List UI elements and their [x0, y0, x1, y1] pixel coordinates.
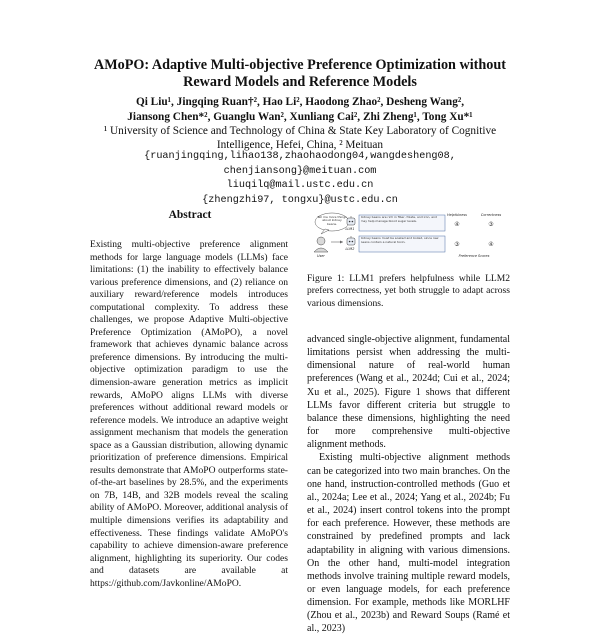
affiliation-line-2: Intelligence, Hefei, China, ² Meituan — [216, 139, 384, 151]
body-paragraph-1: advanced single-objective alignment, fundamental limitations persist when addressing the multi-dimensional nature of real-world human preferences (Wang et al., 2024d; Cui et al., 2024; Xu et al., 2025). Figure 1 shows that different LLMs favor different criteria but struggle to balance these dimensions, highlighting the need for more comprehensive multi-objective alignment methods. — [307, 334, 510, 451]
title-line-1: AMoPO: Adaptive Multi-objective Preference Optimization without — [93, 57, 506, 73]
authors-line-1: Qi Liu¹, Jingqing Ruan†², Hao Li², Haodong Zhao², Desheng Wang², — [135, 96, 465, 108]
paper-title — [40, 57, 560, 91]
score-llm2-correctness: ④ — [488, 241, 494, 248]
author-emails — [40, 150, 560, 209]
user-label: User — [317, 254, 325, 258]
response-2-text: Kidney beans must be soaked and boiled, since raw beans contain a natural toxin. — [360, 237, 439, 244]
llm1-label: LLM1 — [345, 227, 355, 231]
body-paragraph-2: Existing multi-objective alignment methods can be categorized into two main branches. On the one hand, instruction-controlled methods (Guo et al., 2024a; Lee et al., 2024; Yang et al., 2024b; Fu et al., 2024) insert control tokens into the prompt for each preference. However, these methods are constrained by predefined prompts and lack adaptability in aligning with various dimensions. On the other hand, multi-model integration methods involve training multiple reward models, or even language models, for each preference dimension. For example, methods like MORLHF (Zhou et al., 2023b) and Reward Soups (Ramé et al., 2023) — [307, 452, 510, 635]
email-line-3: liuqilq@mail.ustc.edu.cn — [226, 180, 374, 192]
affiliation-line-1: ¹ University of Science and Technology of China & State Key Laboratory of Cognitive — [103, 125, 497, 137]
score-llm1-correctness: ③ — [488, 221, 494, 228]
figure-1 — [307, 212, 511, 260]
figure-caption — [307, 273, 510, 310]
response-1-text: Kidney beans are rich in fiber, folate, and iron, and may help manage blood sugar levels. — [360, 216, 437, 223]
introduction-body — [307, 333, 510, 636]
caption-text: Figure 1: LLM1 prefers helpfulness while LLM2 prefers correctness, yet both struggle to adapt across various dimensions. — [307, 273, 510, 309]
author-list — [40, 95, 560, 124]
score-llm2-helpfulness: ③ — [454, 241, 460, 248]
abstract-text: Existing multi-objective preference alignment methods for large language models (LLMs) face limitations: (1) the inability to effectively balance various preference dimensions, and (2) reliance on auxiliary reward/reference models introduces computational complexity. To address these challenges, we propose Adaptive Multi-objective Preference Optimization (AMoPO), a novel framework that achieves dynamic balance across preference dimensions. By introducing the multi-objective optimization paradigm to use the dimension-aware generation metrics as implicit rewards, AMoPO aligns LLMs with diverse preferences without additional reward models or reference models. We introduce an adaptive weight assignment mechanism that models the generation space as a Gaussian distribution, allowing dynamic prioritization of preference dimensions. Empirical results demonstrate that AMoPO outperforms state-of-the-art baselines by 28.5%, and the experiments on 7B, 14B, and 32B models reveal the scaling ability of AMoPO. Moreover, additional analysis of multiple dimensions verifies its adaptability and effectiveness. These findings validate AMoPO's capability to achieve dimension-aware preference alignment, highlighting its superiority. Our codes and datasets are available at https://github.com/Javkonline/AMoPO. — [90, 239, 288, 589]
authors-line-2: Jiansong Chen*², Guanglu Wan², Xunliang Cai², Zhi Zheng¹, Tong Xu*¹ — [127, 110, 473, 123]
bubble-text: Tell me more things about kidney beans. — [317, 216, 347, 226]
score-llm1-helpfulness: ④ — [454, 221, 460, 228]
email-line-1: {ruanjingqing,lihao138,zhaohaodong04,wangdesheng08, — [144, 151, 456, 162]
email-line-2: chenjiansong}@meituan.com — [223, 165, 377, 177]
title-line-2: Reward Models and Reference Models — [183, 74, 417, 90]
column-header-correctness: Correctness — [480, 213, 502, 217]
abstract-body — [90, 239, 288, 590]
column-header-helpfulness: Helpfulness — [447, 213, 467, 217]
preference-scores-label: Preference Scores — [458, 254, 490, 258]
abstract-heading: Abstract — [168, 209, 212, 221]
llm2-label: LLM2 — [345, 247, 355, 251]
email-line-4: {zhengzhi97, tongxu}@ustc.edu.cn — [202, 195, 398, 207]
affiliations — [40, 124, 560, 152]
